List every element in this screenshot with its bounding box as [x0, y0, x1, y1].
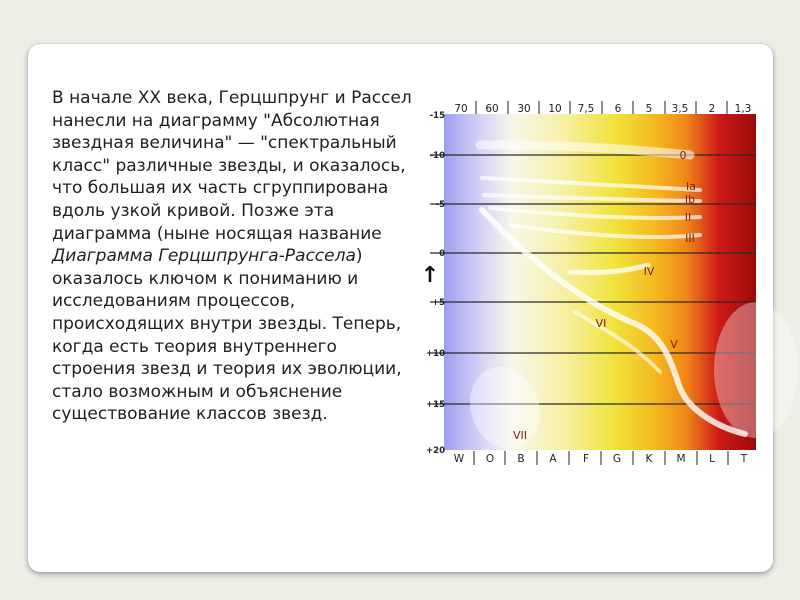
magnitude-label: +20: [426, 446, 445, 456]
luminosity-label-v: V: [670, 338, 678, 351]
brown-dwarf-region: [714, 302, 798, 438]
spectral-class-label: A: [549, 453, 557, 465]
arrow-up-icon: ↑: [420, 263, 440, 288]
top-scale-label: 10: [548, 103, 562, 115]
luminosity-label-ia: Ia: [686, 180, 696, 193]
top-scale-label: 7,5: [577, 103, 595, 115]
magnitude-label: +5: [431, 298, 445, 308]
magnitude-label: 0: [439, 249, 445, 259]
text-part1: В начале XX века, Герцшпрунг и Рассел нанесли на диаграмму "Абсолютная звездная величина" — "спектральный класс" различные звезды, и оказалось, что большая их часть сгруппирована вдоль узкой кривой. Позже эта диаграмма (ныне носящая название: [52, 88, 412, 244]
spectral-class-label: G: [612, 453, 622, 465]
text-part2: ) оказалось ключом к пониманию и исследованиям процессов, происходящих внутри звезды. Теперь, когда есть теория внутреннего строения звезд и теория их эволюции, стало возможным и объяснение существование классов звезд.: [52, 246, 402, 425]
spectral-class-label: B: [517, 453, 525, 465]
top-scale-label: 3,5: [671, 103, 689, 115]
top-scale-label: 2: [708, 103, 716, 115]
luminosity-label-ii: II: [684, 211, 692, 224]
spectral-class-label: M: [676, 453, 686, 465]
magnitude-label: -15: [429, 111, 445, 121]
top-scale-label: 60: [485, 103, 499, 115]
luminosity-label-vii: VII: [512, 429, 528, 442]
top-scale-label: 70: [454, 103, 468, 115]
spectral-class-label: O: [485, 453, 495, 465]
luminosity-label-iii: III: [685, 232, 695, 245]
spectral-class-label: L: [709, 453, 715, 465]
top-scale-label: 1,3: [734, 103, 752, 115]
spectral-class-label: W: [453, 453, 465, 465]
top-scale-label: 6: [614, 103, 622, 115]
top-scale-label: 30: [517, 103, 531, 115]
luminosity-label-iv: IV: [643, 265, 655, 278]
spectral-class-label: T: [740, 453, 748, 465]
luminosity-label-ib: Ib: [684, 193, 696, 206]
spectral-class-label: F: [582, 453, 590, 465]
spectral-class-label: K: [645, 453, 653, 465]
text-italic-title: Диаграмма Герцшпрунга-Рассела: [52, 246, 356, 267]
magnitude-label: +15: [426, 400, 445, 410]
luminosity-label-vi: VI: [595, 317, 607, 330]
magnitude-label: -5: [435, 200, 445, 210]
top-scale-label: 5: [645, 103, 653, 115]
magnitude-label: -10: [429, 151, 445, 161]
luminosity-label-0: 0: [679, 149, 687, 162]
magnitude-label: +10: [426, 349, 445, 359]
